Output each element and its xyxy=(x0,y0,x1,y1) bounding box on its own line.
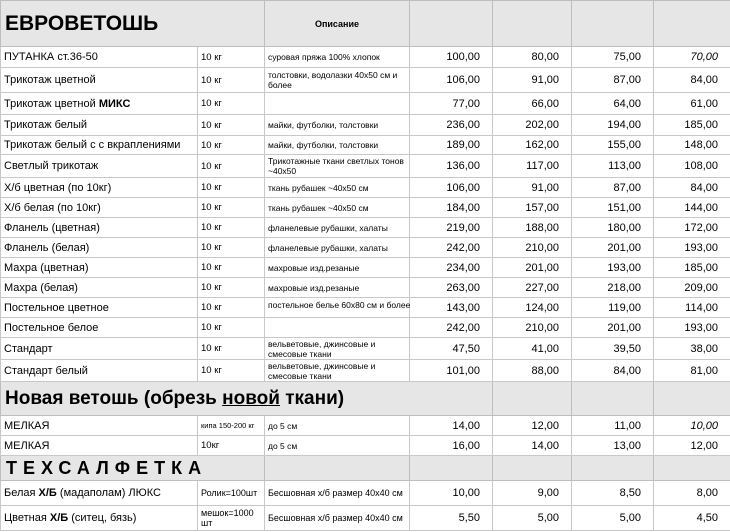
price-2: 14,00 xyxy=(493,436,572,456)
item-name: Фланель (белая) xyxy=(1,238,198,258)
price-4: 172,00 xyxy=(654,218,730,238)
item-description: суровая пряжа 100% хлопок xyxy=(265,47,410,68)
price-1: 101,00 xyxy=(410,360,493,382)
price-2: 227,00 xyxy=(493,278,572,298)
price-1: 14,00 xyxy=(410,416,493,436)
price-3: 151,00 xyxy=(572,198,654,218)
price-4: 4,50 xyxy=(654,506,730,531)
header-cell xyxy=(493,456,572,481)
header-cell xyxy=(572,456,654,481)
item-description: Бесшовная х/б размер 40х40 см xyxy=(265,481,410,506)
table-row xyxy=(1,155,730,178)
table-row xyxy=(1,318,730,338)
item-description-text: постельное белье 60х80 см и более xyxy=(268,300,411,310)
price-2: 9,00 xyxy=(493,481,572,506)
table-row xyxy=(1,278,730,298)
price-4: 185,00 xyxy=(654,258,730,278)
price-3: 194,00 xyxy=(572,115,654,136)
item-unit: 10 кг xyxy=(198,298,265,318)
section-header-tech xyxy=(1,456,730,481)
table-row xyxy=(1,338,730,360)
item-description: Бесшовная х/б размер 40х40 см xyxy=(265,506,410,531)
price-4: 209,00 xyxy=(654,278,730,298)
price-1: 5,50 xyxy=(410,506,493,531)
header-cell xyxy=(572,1,654,47)
price-2: 202,00 xyxy=(493,115,572,136)
section-header-euro xyxy=(1,1,730,47)
item-unit: мешок=1000 шт xyxy=(198,506,265,531)
item-name-part: (ситец, бязь) xyxy=(68,512,137,524)
price-3: 64,00 xyxy=(572,93,654,115)
price-3: 5,00 xyxy=(572,506,654,531)
item-unit: 10 кг xyxy=(198,136,265,155)
header-cell xyxy=(410,1,493,47)
item-name-part: Цветная xyxy=(4,512,50,524)
item-description: ткань рубашек ~40х50 см xyxy=(265,178,410,198)
price-4: 84,00 xyxy=(654,68,730,93)
price-4: 38,00 xyxy=(654,338,730,360)
price-2: 91,00 xyxy=(493,68,572,93)
price-4: 114,00 xyxy=(654,298,730,318)
description-header: Описание xyxy=(265,1,410,47)
item-unit: 10 кг xyxy=(198,238,265,258)
price-3: 75,00 xyxy=(572,47,654,68)
price-4: 193,00 xyxy=(654,238,730,258)
item-name: Постельное цветное xyxy=(1,298,198,318)
item-unit: 10 кг xyxy=(198,68,265,93)
price-1: 242,00 xyxy=(410,318,493,338)
item-unit: 10 кг xyxy=(198,93,265,115)
item-description: майки, футболки, толстовки xyxy=(265,136,410,155)
table-row xyxy=(1,198,730,218)
item-description xyxy=(265,298,410,318)
table-row xyxy=(1,416,730,436)
table-row xyxy=(1,238,730,258)
price-2: 124,00 xyxy=(493,298,572,318)
header-cell xyxy=(572,382,654,416)
table-row xyxy=(1,360,730,382)
table-row xyxy=(1,481,730,506)
item-description: вельветовые, джинсовые и смесовые ткани xyxy=(265,360,410,382)
price-3: 39,50 xyxy=(572,338,654,360)
price-4: 144,00 xyxy=(654,198,730,218)
price-3: 180,00 xyxy=(572,218,654,238)
item-unit: 10 кг xyxy=(198,47,265,68)
item-unit: 10 кг xyxy=(198,338,265,360)
table-row xyxy=(1,506,730,531)
item-name: Стандарт белый xyxy=(1,360,198,382)
table-row xyxy=(1,93,730,115)
item-unit: 10 кг xyxy=(198,178,265,198)
item-name xyxy=(1,481,198,506)
item-name-text: Трикотаж цветной xyxy=(4,97,96,110)
item-unit: 10 кг xyxy=(198,198,265,218)
price-2: 162,00 xyxy=(493,136,572,155)
header-cell xyxy=(493,382,572,416)
item-name: Х/б белая (по 10кг) xyxy=(1,198,198,218)
item-unit: 10 кг xyxy=(198,258,265,278)
price-2: 41,00 xyxy=(493,338,572,360)
price-4: 148,00 xyxy=(654,136,730,155)
price-2: 157,00 xyxy=(493,198,572,218)
price-3: 84,00 xyxy=(572,360,654,382)
price-2: 210,00 xyxy=(493,318,572,338)
section-header-new xyxy=(1,382,730,416)
price-4: 12,00 xyxy=(654,436,730,456)
item-unit: 10 кг xyxy=(198,360,265,382)
item-description xyxy=(265,318,410,338)
price-3: 11,00 xyxy=(572,416,654,436)
price-4: 61,00 xyxy=(654,93,730,115)
price-1: 236,00 xyxy=(410,115,493,136)
section-title-new-part: ткани) xyxy=(279,387,345,409)
item-name: Стандарт xyxy=(1,338,198,360)
price-1: 106,00 xyxy=(410,68,493,93)
price-4: 70,00 xyxy=(654,47,730,68)
price-1: 47,50 xyxy=(410,338,493,360)
price-4: 10,00 xyxy=(654,416,730,436)
price-1: 242,00 xyxy=(410,238,493,258)
price-4: 108,00 xyxy=(654,155,730,178)
section-title-new-underlined: новой xyxy=(222,387,280,409)
price-4: 84,00 xyxy=(654,178,730,198)
price-4: 8,00 xyxy=(654,481,730,506)
header-cell xyxy=(654,1,730,47)
price-2: 12,00 xyxy=(493,416,572,436)
header-cell xyxy=(410,456,493,481)
price-4: 81,00 xyxy=(654,360,730,382)
item-unit: 10 кг xyxy=(198,318,265,338)
item-name: ПУТАНКА ст.36-50 xyxy=(1,47,198,68)
price-1: 136,00 xyxy=(410,155,493,178)
price-3: 155,00 xyxy=(572,136,654,155)
price-1: 263,00 xyxy=(410,278,493,298)
item-description: толстовки, водолазки 40х50 см и более xyxy=(265,68,410,93)
item-name-bold: Х/Б xyxy=(38,487,57,499)
price-4: 193,00 xyxy=(654,318,730,338)
price-2: 117,00 xyxy=(493,155,572,178)
price-1: 77,00 xyxy=(410,93,493,115)
header-cell xyxy=(654,382,730,416)
price-2: 80,00 xyxy=(493,47,572,68)
price-4: 185,00 xyxy=(654,115,730,136)
item-name-part: (мадаполам) ЛЮКС xyxy=(56,487,161,499)
item-description: до 5 см xyxy=(265,416,410,436)
item-name: МЕЛКАЯ xyxy=(1,416,198,436)
item-unit: 10 кг xyxy=(198,155,265,178)
item-description: фланелевые рубашки, халаты xyxy=(265,238,410,258)
price-3: 87,00 xyxy=(572,68,654,93)
table-row xyxy=(1,218,730,238)
item-description: майки, футболки, толстовки xyxy=(265,115,410,136)
price-2: 91,00 xyxy=(493,178,572,198)
item-description: махровые изд.резаные xyxy=(265,278,410,298)
item-description: фланелевые рубашки, халаты xyxy=(265,218,410,238)
item-unit: кипа 150-200 кг xyxy=(198,416,265,436)
price-3: 201,00 xyxy=(572,238,654,258)
price-3: 13,00 xyxy=(572,436,654,456)
price-1: 143,00 xyxy=(410,298,493,318)
item-name xyxy=(1,93,198,115)
section-title-tech: ТЕХСАЛФЕТКА xyxy=(1,456,265,481)
item-unit: 10 кг xyxy=(198,278,265,298)
item-description: махровые изд.резаные xyxy=(265,258,410,278)
item-unit: 10кг xyxy=(198,436,265,456)
price-1: 234,00 xyxy=(410,258,493,278)
price-1: 106,00 xyxy=(410,178,493,198)
item-name: Трикотаж белый xyxy=(1,115,198,136)
price-3: 87,00 xyxy=(572,178,654,198)
item-name: Фланель (цветная) xyxy=(1,218,198,238)
price-2: 201,00 xyxy=(493,258,572,278)
section-title-new xyxy=(1,382,493,416)
table-row xyxy=(1,258,730,278)
item-name-part: Белая xyxy=(4,487,39,499)
price-1: 189,00 xyxy=(410,136,493,155)
price-1: 184,00 xyxy=(410,198,493,218)
price-2: 88,00 xyxy=(493,360,572,382)
item-name xyxy=(1,506,198,531)
header-cell xyxy=(493,1,572,47)
item-unit: 10 кг xyxy=(198,218,265,238)
item-name: Трикотаж цветной xyxy=(1,68,198,93)
price-2: 66,00 xyxy=(493,93,572,115)
item-unit: 10 кг xyxy=(198,115,265,136)
item-name: Постельное белое xyxy=(1,318,198,338)
price-1: 219,00 xyxy=(410,218,493,238)
item-name: Трикотаж белый с с вкраплениями xyxy=(1,136,198,155)
section-title-euro: ЕВРОВЕТОШЬ xyxy=(1,1,265,47)
header-cell xyxy=(654,456,730,481)
table-row xyxy=(1,436,730,456)
item-name-bold: Х/Б xyxy=(49,512,69,524)
item-description: ткань рубашек ~40х50 см xyxy=(265,198,410,218)
item-description: до 5 см xyxy=(265,436,410,456)
item-name: МЕЛКАЯ xyxy=(1,436,198,456)
table-row xyxy=(1,115,730,136)
item-name: Махра (цветная) xyxy=(1,258,198,278)
header-cell xyxy=(265,456,410,481)
price-1: 16,00 xyxy=(410,436,493,456)
item-name-bold: МИКС xyxy=(98,97,131,110)
section-title-new-part: Новая ветошь (обрезь xyxy=(5,387,223,409)
item-name: Светлый трикотаж xyxy=(1,155,198,178)
item-description: вельветовые, джинсовые и смесовые ткани xyxy=(265,338,410,360)
table-row xyxy=(1,47,730,68)
price-3: 8,50 xyxy=(572,481,654,506)
item-unit: Ролик=100шт xyxy=(198,481,265,506)
price-1: 10,00 xyxy=(410,481,493,506)
table-row xyxy=(1,178,730,198)
table-row xyxy=(1,298,730,318)
item-description xyxy=(265,93,410,115)
price-2: 188,00 xyxy=(493,218,572,238)
price-3: 201,00 xyxy=(572,318,654,338)
item-name: Х/б цветная (по 10кг) xyxy=(1,178,198,198)
price-2: 210,00 xyxy=(493,238,572,258)
item-name: Махра (белая) xyxy=(1,278,198,298)
price-3: 218,00 xyxy=(572,278,654,298)
item-description: Трикотажные ткани светлых тонов ~40х50 xyxy=(265,155,410,178)
price-3: 193,00 xyxy=(572,258,654,278)
table-row xyxy=(1,136,730,155)
price-3: 119,00 xyxy=(572,298,654,318)
table-row xyxy=(1,68,730,93)
price-2: 5,00 xyxy=(493,506,572,531)
price-3: 113,00 xyxy=(572,155,654,178)
price-1: 100,00 xyxy=(410,47,493,68)
